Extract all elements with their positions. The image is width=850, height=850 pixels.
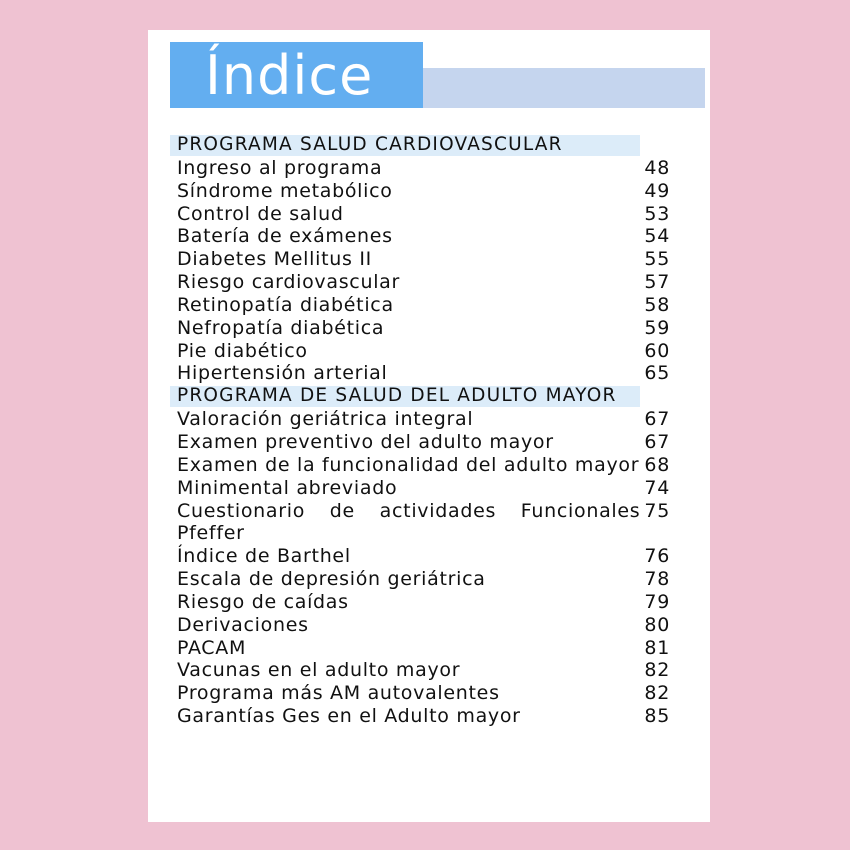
toc-entry[interactable] (170, 637, 670, 660)
toc-entry-label: Control de salud (177, 202, 344, 225)
toc-entry-label: Índice de Barthel (177, 545, 351, 568)
toc-entry-page: 80 (644, 613, 670, 636)
toc-entry-page: 82 (644, 682, 670, 705)
toc-entry[interactable] (170, 500, 670, 523)
toc-entry[interactable] (170, 659, 670, 682)
toc-entry[interactable] (170, 568, 670, 591)
toc-entry-page: 59 (644, 316, 670, 339)
toc-entry[interactable] (170, 203, 670, 226)
toc-entry-label: Escala de depresión geriátrica (177, 568, 486, 591)
section-heading-label: PROGRAMA DE SALUD DEL ADULTO MAYOR (177, 385, 617, 407)
toc-entry-page: 75 (644, 499, 670, 522)
toc-entry-page: 54 (644, 225, 670, 248)
toc-entry-label: Riesgo cardiovascular (177, 271, 401, 294)
toc-entry-label: Minimental abreviado (177, 476, 398, 499)
toc-entry-label: Vacunas en el adulto mayor (177, 659, 461, 682)
section-heading-cardiovascular (170, 134, 670, 157)
toc-entry-label: Examen preventivo del adulto mayor (177, 430, 554, 453)
toc-entry[interactable] (170, 431, 670, 454)
toc-entry-page: 65 (644, 362, 670, 385)
toc-entry[interactable] (170, 340, 670, 363)
toc-entry-label: Retinopatía diabética (177, 293, 394, 316)
toc-entry-page: 82 (644, 659, 670, 682)
toc-entry[interactable] (170, 454, 670, 477)
toc-entry-label: Garantías Ges en el Adulto mayor (177, 705, 521, 728)
toc-entry-label: Hipertensión arterial (177, 362, 388, 385)
toc-entry[interactable] (170, 362, 670, 385)
toc-entry-page: 48 (644, 156, 670, 179)
toc-entry-page: 74 (644, 476, 670, 499)
toc-entry[interactable] (170, 157, 670, 180)
toc-entry-label: Ingreso al programa (177, 156, 383, 179)
toc-entry[interactable] (170, 705, 670, 728)
toc-entry-label: PACAM (177, 636, 247, 659)
toc-entry-label: Síndrome metabólico (177, 179, 393, 202)
toc-entry-continuation (170, 522, 670, 545)
toc-entry-page: 85 (644, 705, 670, 728)
toc-entry[interactable] (170, 271, 670, 294)
toc-entry-page: 57 (644, 271, 670, 294)
toc-entry[interactable] (170, 591, 670, 614)
table-of-contents (170, 134, 670, 728)
toc-entry[interactable] (170, 477, 670, 500)
toc-entry[interactable] (170, 408, 670, 431)
toc-entry-page: 68 (644, 453, 670, 476)
toc-entry-label: Diabetes Mellitus II (177, 248, 372, 271)
toc-entry-page: 67 (644, 408, 670, 431)
toc-entry[interactable] (170, 614, 670, 637)
toc-entry-page: 76 (644, 545, 670, 568)
section-heading-adulto-mayor (170, 385, 670, 408)
toc-entry-page: 55 (644, 248, 670, 271)
toc-entry-label: Derivaciones (177, 613, 309, 636)
toc-entry[interactable] (170, 180, 670, 203)
toc-entry-page: 67 (644, 430, 670, 453)
toc-entry[interactable] (170, 225, 670, 248)
toc-entry-label: Riesgo de caídas (177, 590, 349, 613)
toc-entry-label: Pie diabético (177, 339, 308, 362)
toc-entry[interactable] (170, 294, 670, 317)
index-page (148, 30, 710, 822)
toc-entry-label: Examen de la funcionalidad del adulto mayor (177, 453, 640, 476)
toc-entry-page: 58 (644, 293, 670, 316)
toc-entry-label: Batería de exámenes (177, 225, 393, 248)
toc-entry[interactable] (170, 248, 670, 271)
title-accent-bar (423, 68, 705, 108)
toc-entry[interactable] (170, 545, 670, 568)
toc-entry-page: 81 (644, 636, 670, 659)
page-title: Índice (205, 44, 374, 107)
toc-entry[interactable] (170, 682, 670, 705)
toc-entry-page: 79 (644, 590, 670, 613)
toc-entry-label: Pfeffer (177, 522, 245, 545)
toc-entry-label: Nefropatía diabética (177, 316, 385, 339)
section-heading-label: PROGRAMA SALUD CARDIOVASCULAR (177, 134, 563, 155)
toc-entry-label: Cuestionario de actividades Funcionales (177, 499, 641, 522)
toc-entry-page: 49 (644, 179, 670, 202)
toc-entry-label: Programa más AM autovalentes (177, 682, 500, 705)
toc-entry-page: 78 (644, 568, 670, 591)
toc-entry-page: 53 (644, 202, 670, 225)
toc-entry[interactable] (170, 317, 670, 340)
toc-entry-page: 60 (644, 339, 670, 362)
toc-entry-label: Valoración geriátrica integral (177, 408, 474, 431)
